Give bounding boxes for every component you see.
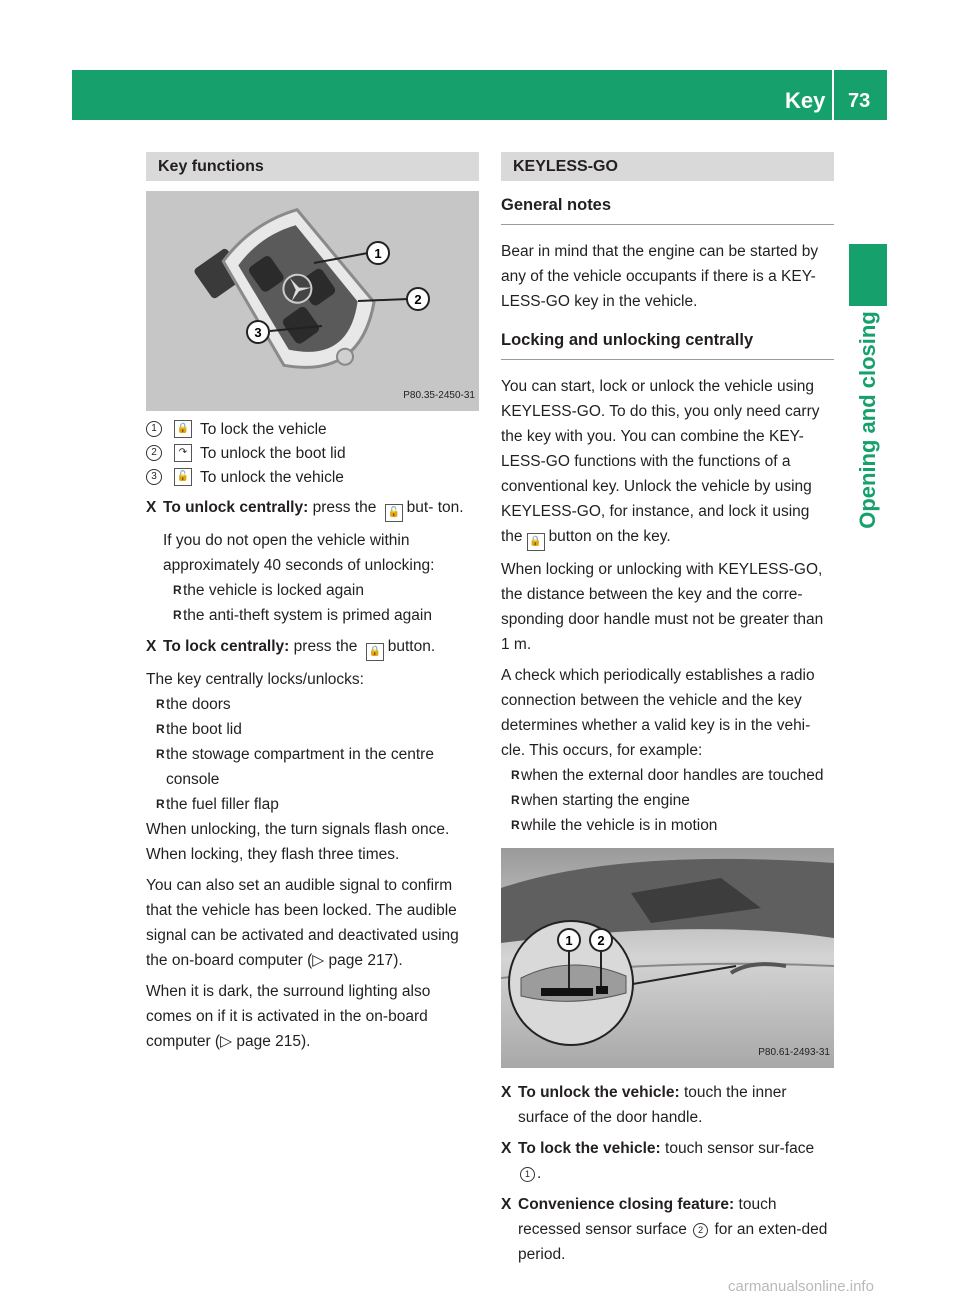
- svg-text:2: 2: [597, 933, 605, 948]
- instruction-unlock-centrally: X To unlock centrally: press the 🔓 but- ton.: [146, 495, 479, 522]
- instruction-lock-centrally: X To lock centrally: press the 🔒 button.: [146, 634, 479, 661]
- key-illustration: [146, 191, 479, 411]
- callout-1: [558, 929, 580, 951]
- callout-3: [247, 321, 269, 343]
- left-column: [146, 152, 479, 1054]
- heading-general-notes: General notes: [501, 193, 834, 225]
- page-ref[interactable]: page 217: [328, 952, 394, 969]
- instruction-mark: X: [146, 638, 157, 655]
- heading-locking-unlocking: Locking and unlocking centrally: [501, 328, 834, 360]
- callout-ref: 2: [693, 1223, 708, 1238]
- distance-text: When locking or unlocking with KEYLESS-GO, the distance between the key and the corre-sponding door handle must not be greater than 1 m.: [501, 561, 824, 653]
- instruction-lock-vehicle: X To lock the vehicle: touch sensor sur-face 1 .: [501, 1136, 834, 1186]
- list-item: R the fuel filler flap: [156, 796, 279, 813]
- section-title-key-functions: Key functions: [146, 152, 479, 181]
- page-ref[interactable]: page 215: [236, 1033, 301, 1050]
- unlock-note: If you do not open the vehicle within approximately 40 seconds of unlocking:: [163, 532, 435, 574]
- section-title-keyless-go: KEYLESS-GO: [501, 152, 834, 181]
- list-item: R the stowage compartment in the centre console: [156, 746, 434, 788]
- svg-text:3: 3: [254, 325, 262, 340]
- callout-2: [407, 288, 429, 310]
- instruction-mark: X: [146, 499, 157, 516]
- svg-text:1: 1: [374, 246, 382, 261]
- header-bar: [72, 70, 887, 120]
- locking-text: You can start, lock or unlock the vehicle using KEYLESS-GO. To do this, you only need carry the key with you. You can combine the KEY-LESS-GO functions with the functions of a conventional key. Unlock the vehicle by using KEYLESS-GO, for instance, and lock it using the 🔒 button on the key.: [501, 374, 834, 551]
- central-intro: The key centrally locks/unlocks:: [146, 671, 364, 688]
- general-notes-text: Bear in mind that the engine can be started by any of the vehicle occupants if there is a KEY-LESS-GO key in the vehicle.: [501, 243, 819, 310]
- figure-code: P80.61-2493-31: [758, 1047, 830, 1058]
- turn-signals-text: When unlocking, the turn signals flash once. When locking, they flash three times.: [146, 821, 450, 863]
- list-item: R the anti-theft system is primed again: [173, 607, 432, 624]
- legend-number: 1: [146, 421, 162, 437]
- instruction-convenience-closing: X Convenience closing feature: touch recessed sensor surface 2 for an exten-ded period.: [501, 1192, 834, 1267]
- door-handle-illustration: [501, 848, 834, 1068]
- legend-text: To unlock the vehicle: [200, 468, 344, 486]
- legend-text: To unlock the boot lid: [200, 444, 346, 462]
- instruction-unlock-vehicle: X To unlock the vehicle: touch the inner surface of the door handle.: [501, 1080, 834, 1130]
- side-tab: [849, 244, 887, 306]
- surround-lighting-text: When it is dark, the surround lighting also comes on if it is activated in the on-board computer (▷ page 215).: [146, 983, 431, 1050]
- check-text: A check which periodically establishes a radio connection between the vehicle and the key determines whether a valid key is in the vehi-cle. This occurs, for example:: [501, 667, 815, 759]
- side-tab-label: Opening and closing: [855, 311, 880, 529]
- lock-icon: 🔒: [366, 643, 384, 661]
- list-item: R the boot lid: [156, 721, 242, 738]
- legend-item: [146, 465, 479, 489]
- header-separator: [832, 70, 834, 120]
- figure-code: P80.35-2450-31: [403, 390, 475, 401]
- legend-number: 3: [146, 469, 162, 485]
- right-column: [501, 152, 834, 1267]
- page-ref-arrow-icon: ▷: [220, 1033, 233, 1050]
- callout-2: [590, 929, 612, 951]
- legend-item: [146, 417, 479, 441]
- footer-watermark[interactable]: carmanualsonline.info: [728, 1278, 874, 1295]
- lock-icon: 🔒: [174, 420, 192, 438]
- lock-icon: 🔒: [527, 533, 545, 551]
- instruction-mark: X: [501, 1196, 512, 1213]
- callout-1: [367, 242, 389, 264]
- unlock-icon: 🔓: [385, 504, 403, 522]
- list-item: R while the vehicle is in motion: [511, 817, 718, 834]
- door-handle-figure: [501, 848, 834, 1068]
- svg-text:2: 2: [414, 292, 422, 307]
- instruction-mark: X: [501, 1084, 512, 1101]
- svg-text:1: 1: [565, 933, 573, 948]
- audible-signal-text: You can also set an audible signal to confirm that the vehicle has been locked. The audible signal can be activated and deactivated using the on-board computer (▷ page 217).: [146, 877, 459, 969]
- list-item: R when the external door handles are touched: [511, 767, 824, 784]
- legend-item: [146, 441, 479, 465]
- chapter-title: Key: [785, 88, 826, 113]
- instruction-mark: X: [501, 1140, 512, 1157]
- list-item: R when starting the engine: [511, 792, 690, 809]
- page-number: 73: [848, 90, 871, 112]
- unlock-icon: 🔓: [174, 468, 192, 486]
- key-figure: [146, 191, 479, 411]
- page-ref-arrow-icon: ▷: [312, 952, 325, 969]
- legend-text: To lock the vehicle: [200, 420, 327, 438]
- callout-ref: 1: [520, 1167, 535, 1182]
- key-legend: [146, 417, 479, 489]
- list-item: R the doors: [156, 696, 231, 713]
- boot-lid-icon: ↷: [174, 444, 192, 462]
- legend-number: 2: [146, 445, 162, 461]
- list-item: R the vehicle is locked again: [173, 582, 364, 599]
